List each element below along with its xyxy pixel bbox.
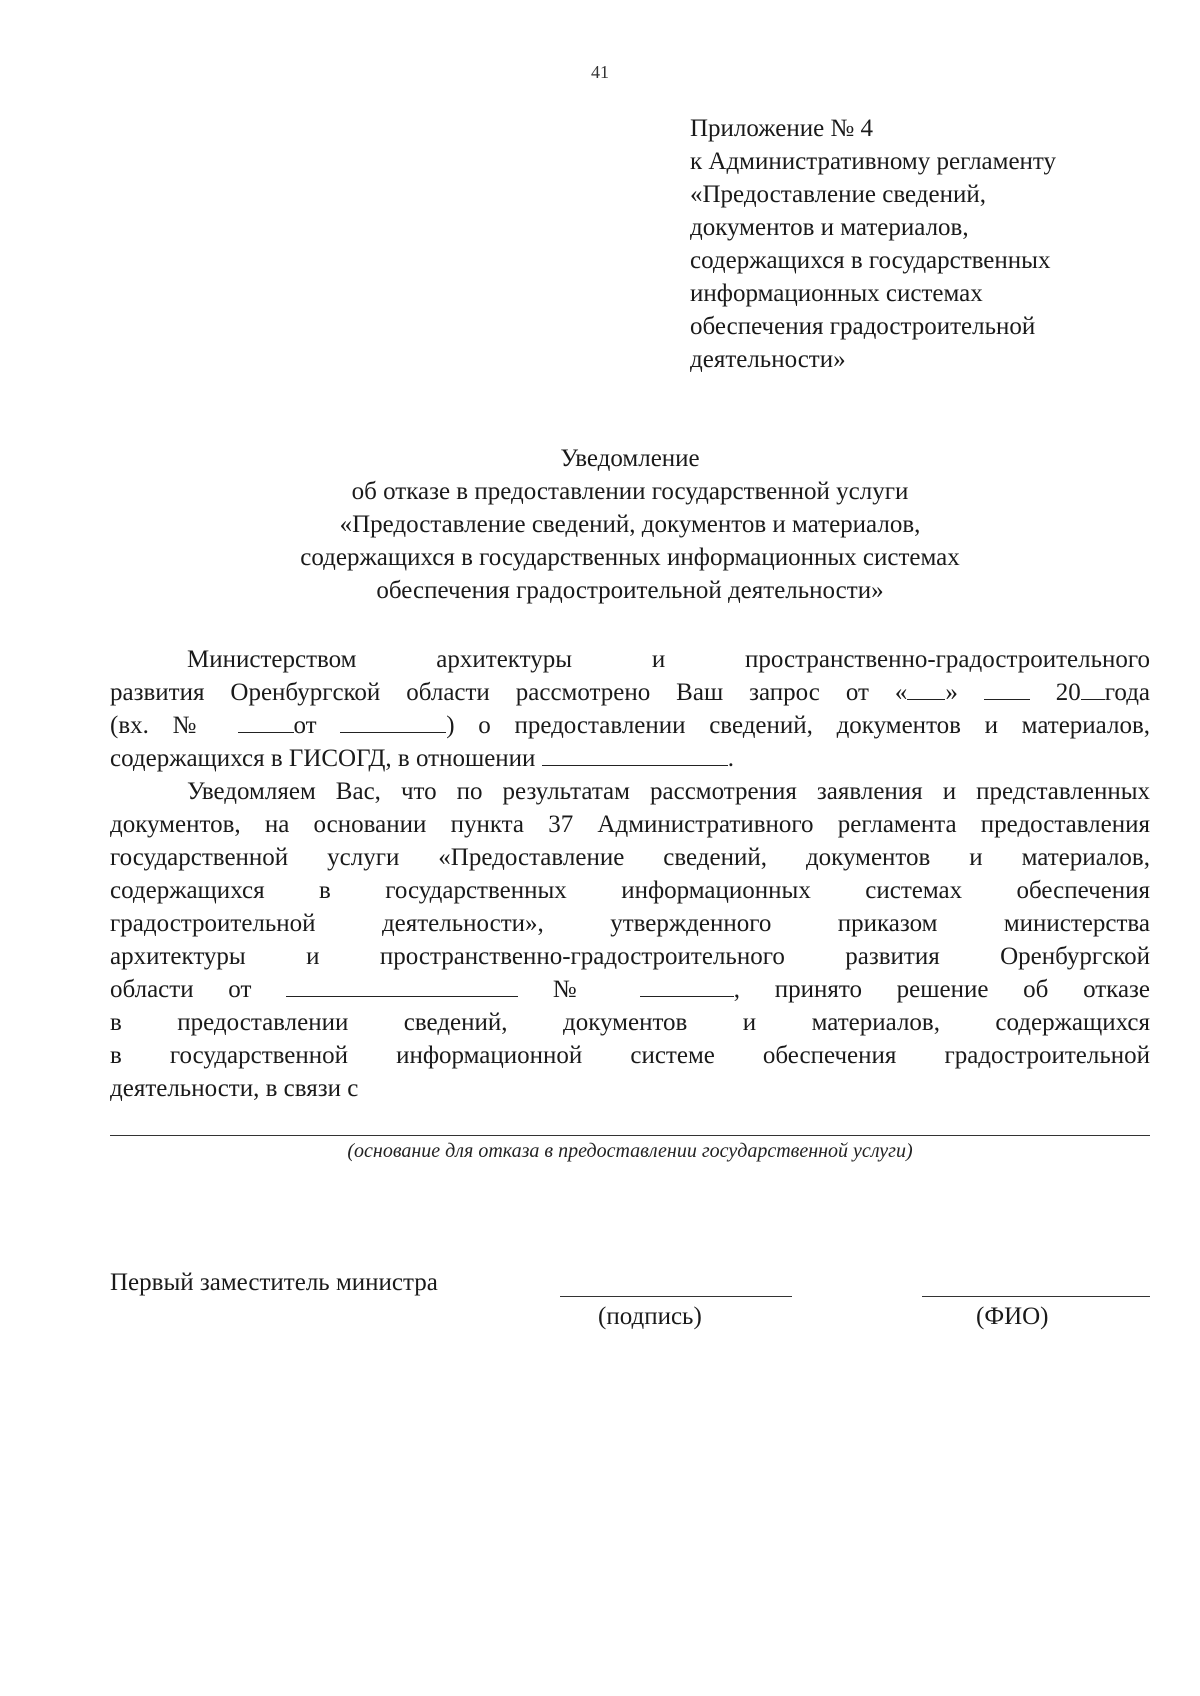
appendix-header <box>690 112 1160 376</box>
paragraph2-line: Уведомляем Вас, что по результатам рассмотрения заявления и представленных <box>187 778 1150 805</box>
decision-text: , принято решение об отказе <box>733 976 1151 1003</box>
paragraph2-line: градостроительной деятельности», утвержденного приказом министерства <box>110 910 1150 937</box>
paragraph1-line <box>110 676 1150 709</box>
title-line: содержащихся в государственных информационных системах <box>300 544 960 571</box>
paragraph2-line: государственной услуги «Предоставление сведений, документов и материалов, <box>110 844 1150 871</box>
title-line: об отказе в предоставлении государственной услуги <box>351 478 909 505</box>
month-blank <box>984 677 1030 700</box>
order-number-blank <box>640 974 734 997</box>
paragraph2-line: документов, на основании пункта 37 Административного регламента предоставления <box>110 811 1150 838</box>
year-word: года <box>1104 679 1151 706</box>
title-line: «Предоставление сведений, документов и материалов, <box>339 511 921 538</box>
request-text: развития Оренбургской области рассмотрено Ваш запрос от « <box>110 679 908 706</box>
paragraph2-line: деятельности, в связи с <box>110 1075 359 1102</box>
quote-close: » <box>945 679 958 706</box>
page-number: 41 <box>591 62 609 82</box>
signature-caption: (подпись) <box>598 1303 702 1330</box>
name-caption: (ФИО) <box>976 1303 1049 1330</box>
order-from-label: области от <box>110 976 252 1003</box>
reason-caption: (основание для отказа в предоставлении государственной услуги) <box>347 1140 913 1162</box>
signer-position: Первый заместитель министра <box>110 1269 438 1296</box>
order-date-blank <box>286 974 518 997</box>
incoming-label: (вх. № <box>110 712 214 739</box>
appendix-line: документов и материалов, <box>690 214 969 241</box>
paragraph1-line <box>110 709 1150 742</box>
from-label: от <box>293 712 317 739</box>
incoming-date-blank <box>340 710 446 733</box>
paragraph1-line: Министерством архитектуры и пространственно-градостроительного <box>187 646 1150 673</box>
document-body <box>110 643 1150 1105</box>
title-line: Уведомление <box>560 445 700 472</box>
period: . <box>727 745 734 772</box>
object-blank <box>542 743 728 766</box>
paragraph2-line: архитектуры и пространственно-градостроительного развития Оренбургской <box>110 943 1150 970</box>
title-line: обеспечения градостроительной деятельности» <box>376 577 884 604</box>
document-title <box>110 442 1150 607</box>
paragraph2-line: в предоставлении сведений, документов и материалов, содержащихся <box>110 1009 1150 1036</box>
name-blank-line <box>922 1296 1150 1297</box>
paragraph2-line <box>110 973 1150 1006</box>
appendix-line: Приложение № 4 <box>690 115 874 142</box>
gisogd-text: содержащихся в ГИСОГД, в отношении <box>110 745 536 772</box>
appendix-line: к Административному регламенту <box>690 148 1057 175</box>
paragraph1-line <box>110 742 1150 775</box>
year-prefix: 20 <box>1055 679 1081 706</box>
paragraph2-line: в государственной информационной системе обеспечения градостроительной <box>110 1042 1150 1069</box>
incoming-number-blank <box>238 710 294 733</box>
signature-blank-line <box>560 1296 792 1297</box>
request-subject-text: ) о предоставлении сведений, документов и материалов, <box>446 712 1151 739</box>
year-blank <box>1081 677 1105 700</box>
appendix-line: «Предоставление сведений, <box>690 181 986 208</box>
reason-blank-line <box>110 1135 1150 1136</box>
day-blank <box>907 677 945 700</box>
appendix-line: содержащихся в государственных <box>690 247 1051 274</box>
appendix-line: обеспечения градостроительной <box>690 313 1036 340</box>
appendix-line: деятельности» <box>690 346 846 373</box>
number-sign: № <box>552 976 606 1003</box>
paragraph2-line: содержащихся в государственных информационных системах обеспечения <box>110 877 1150 904</box>
appendix-line: информационных системах <box>690 280 983 307</box>
